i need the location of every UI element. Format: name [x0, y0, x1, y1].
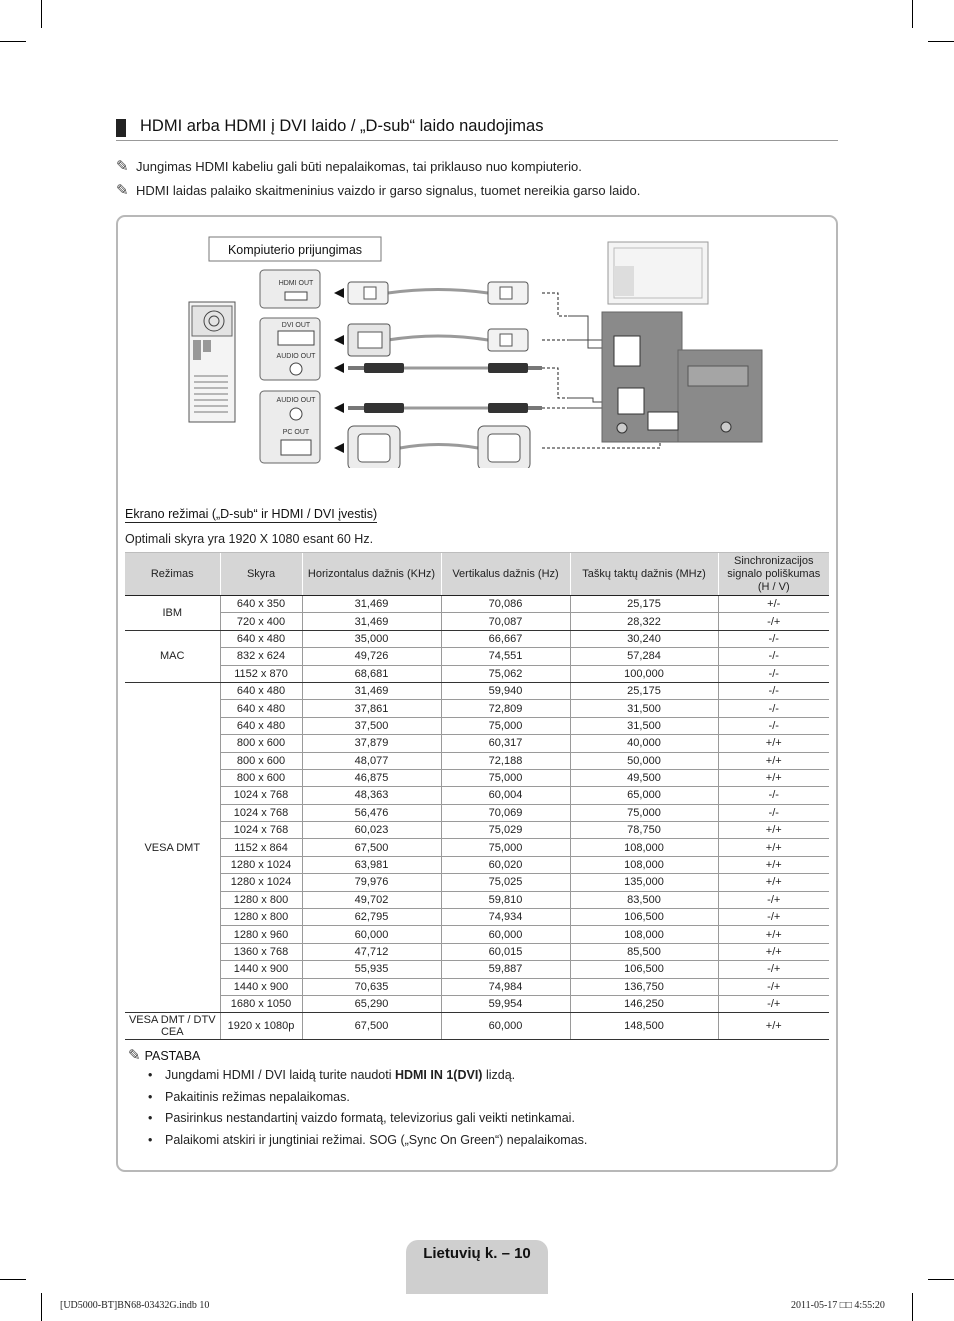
svg-text:AUDIO OUT: AUDIO OUT: [276, 397, 316, 404]
table-cell: -/+: [718, 961, 829, 978]
table-cell: 1152 x 864: [220, 839, 302, 856]
table-cell: 57,284: [570, 648, 718, 665]
table-row: [125, 752, 829, 769]
table-cell: 1024 x 768: [220, 787, 302, 804]
note-text: Jungimas HDMI kabeliu gali būti nepalaikomas, tai priklauso nuo kompiuterio.: [136, 159, 582, 174]
table-cell: 83,500: [570, 891, 718, 908]
page-number-badge: [406, 1240, 548, 1294]
table-cell: 49,500: [570, 769, 718, 786]
connection-diagram: [188, 236, 764, 468]
bullet: •: [148, 1111, 153, 1126]
pastaba-heading: [128, 1046, 200, 1064]
table-cell: 106,500: [570, 961, 718, 978]
col-header-pixel-clock: Taškų taktų dažnis (MHz): [570, 553, 718, 596]
table-cell: 135,000: [570, 874, 718, 891]
print-file-info: [UD5000-BT]BN68-03432G.indb 10: [60, 1300, 210, 1311]
bullet: •: [148, 1068, 153, 1082]
print-date-info: 2011-05-17 □□ 4:55:20: [791, 1300, 885, 1311]
table-cell: 49,726: [302, 648, 441, 665]
section-heading: [116, 116, 838, 141]
hdmi-out-port-panel: [260, 270, 320, 308]
table-row: [125, 787, 829, 804]
diagram-label: Kompiuterio prijungimas: [227, 243, 363, 257]
section-title: HDMI arba HDMI į DVI laido / „D-sub“ laido naudojimas: [140, 117, 544, 135]
table-row: [125, 978, 829, 995]
table-cell: 75,000: [441, 839, 570, 856]
table-cell: 78,750: [570, 822, 718, 839]
hdmi-plug-right-icon: [488, 282, 528, 304]
table-cell: 148,500: [570, 1013, 718, 1040]
table-cell: 37,861: [302, 700, 441, 717]
table-cell: 640 x 480: [220, 717, 302, 734]
dsub-plug-right-icon: [478, 426, 530, 468]
table-cell: 1024 x 768: [220, 822, 302, 839]
table-cell: +/+: [718, 735, 829, 752]
table-row: [125, 804, 829, 821]
table-cell: 66,667: [441, 630, 570, 647]
table-cell: 70,087: [441, 613, 570, 630]
display-modes-table: [125, 552, 829, 1040]
table-row: [125, 822, 829, 839]
table-row: [125, 613, 829, 630]
table-cell: +/+: [718, 926, 829, 943]
table-cell: +/+: [718, 874, 829, 891]
table-row: [125, 1013, 829, 1040]
table-cell: +/+: [718, 769, 829, 786]
note-text: Jungdami HDMI / DVI laidą turite naudoti: [165, 1068, 395, 1082]
note-item: [148, 1090, 587, 1112]
table-cell: 1920 x 1080p: [220, 1013, 302, 1040]
table-row: [125, 630, 829, 647]
table-cell: 1280 x 800: [220, 891, 302, 908]
note-text: Pasirinkus nestandartinį vaizdo formatą, televizorius gali veikti netinkamai.: [165, 1111, 575, 1126]
table-cell: 1280 x 800: [220, 909, 302, 926]
table-cell: 59,954: [441, 995, 570, 1012]
table-cell: 31,500: [570, 700, 718, 717]
table-row: [125, 717, 829, 734]
tv-back-icon: [602, 242, 762, 442]
table-cell: 67,500: [302, 839, 441, 856]
table-cell: 1440 x 900: [220, 961, 302, 978]
table-cell: 59,810: [441, 891, 570, 908]
table-cell: 75,062: [441, 665, 570, 682]
note-item: [148, 1133, 587, 1155]
table-cell: -/-: [718, 630, 829, 647]
table-cell: 60,023: [302, 822, 441, 839]
note-item: [148, 1111, 587, 1133]
optimal-resolution-note: Optimali skyra yra 1920 X 1080 esant 60 Hz.: [125, 532, 374, 546]
crop-mark: [912, 1293, 913, 1321]
table-cell: -/-: [718, 804, 829, 821]
table-cell: 106,500: [570, 909, 718, 926]
crop-mark: [928, 1279, 954, 1280]
table-cell: 60,000: [441, 1013, 570, 1040]
crop-mark: [41, 1293, 42, 1321]
table-cell: 85,500: [570, 943, 718, 960]
table-cell: 640 x 350: [220, 596, 302, 613]
table-cell: 100,000: [570, 665, 718, 682]
table-cell: -/-: [718, 648, 829, 665]
note-text: Pakaitinis režimas nepalaikomas.: [165, 1089, 350, 1104]
table-cell: 720 x 400: [220, 613, 302, 630]
table-cell: -/-: [718, 700, 829, 717]
table-cell: 59,940: [441, 682, 570, 699]
table-body: [125, 596, 829, 1040]
table-cell: 31,469: [302, 596, 441, 613]
table-cell: 640 x 480: [220, 682, 302, 699]
crop-mark: [0, 41, 26, 42]
table-row: [125, 700, 829, 717]
table-row: [125, 891, 829, 908]
table-cell: 800 x 600: [220, 735, 302, 752]
table-cell: 108,000: [570, 856, 718, 873]
table-cell: +/+: [718, 822, 829, 839]
table-row: [125, 943, 829, 960]
table-cell: 48,077: [302, 752, 441, 769]
table-cell: 46,875: [302, 769, 441, 786]
table-cell: -/-: [718, 682, 829, 699]
table-cell: 25,175: [570, 682, 718, 699]
pc-tower-icon: [189, 302, 235, 422]
audio-pc-port-panel: [260, 391, 320, 463]
table-cell: -/+: [718, 613, 829, 630]
pencil-note-icon: ✎: [128, 1047, 141, 1064]
col-header-vertical: Vertikalus dažnis (Hz): [441, 553, 570, 596]
table-cell: 65,000: [570, 787, 718, 804]
table-row: [125, 909, 829, 926]
table-cell: 60,000: [441, 926, 570, 943]
table-cell: 31,500: [570, 717, 718, 734]
audio-plug-right-icon: [488, 403, 542, 413]
table-cell: 1680 x 1050: [220, 995, 302, 1012]
table-cell: 74,934: [441, 909, 570, 926]
svg-text:PC OUT: PC OUT: [282, 429, 310, 436]
col-header-horizontal: Horizontalus dažnis (KHz): [302, 553, 441, 596]
table-cell: 63,981: [302, 856, 441, 873]
heading-bar: [116, 119, 126, 137]
table-row: [125, 856, 829, 873]
table-cell: 37,879: [302, 735, 441, 752]
connection-arrows: [334, 288, 344, 453]
col-header-polarity: Sinchronizacijos signalo poliškumas (H / V): [718, 553, 829, 596]
table-cell: 37,500: [302, 717, 441, 734]
table-row: [125, 874, 829, 891]
note-text: HDMI laidas palaiko skaitmeninius vaizdo ir garso signalus, tuomet nereikia garso laido.: [136, 183, 641, 198]
table-cell: 70,635: [302, 978, 441, 995]
note-bold-text: HDMI IN 1(DVI): [394, 1068, 483, 1082]
dvi-plug-left-icon: [348, 324, 390, 356]
table-cell: 74,984: [441, 978, 570, 995]
table-cell: 35,000: [302, 630, 441, 647]
table-cell: 800 x 600: [220, 752, 302, 769]
table-cell: 74,551: [441, 648, 570, 665]
table-cell: 75,000: [441, 769, 570, 786]
crop-mark: [41, 0, 42, 28]
table-cell: 48,363: [302, 787, 441, 804]
bullet: •: [148, 1089, 153, 1104]
table-row: [125, 596, 829, 613]
table-cell: 75,000: [570, 804, 718, 821]
table-cell: -/+: [718, 978, 829, 995]
table-cell: 31,469: [302, 682, 441, 699]
pastaba-title: PASTABA: [144, 1049, 201, 1063]
table-cell: 146,250: [570, 995, 718, 1012]
table-cell: 640 x 480: [220, 630, 302, 647]
note-text: lizdą.: [482, 1068, 516, 1082]
table-cell: 79,976: [302, 874, 441, 891]
hdmi-plug-left-icon: [348, 282, 388, 304]
hdmi-plug-right-icon: [488, 329, 528, 351]
table-cell: 28,322: [570, 613, 718, 630]
note-line: [116, 181, 640, 199]
table-cell: 65,290: [302, 995, 441, 1012]
mode-group-cell: MAC: [125, 630, 220, 682]
col-header-mode: Režimas: [125, 553, 220, 596]
table-cell: 31,469: [302, 613, 441, 630]
table-cell: -/+: [718, 909, 829, 926]
table-cell: 1280 x 1024: [220, 856, 302, 873]
crop-mark: [912, 0, 913, 28]
col-header-resolution: Skyra: [220, 553, 302, 596]
table-cell: -/+: [718, 891, 829, 908]
table-cell: 49,702: [302, 891, 441, 908]
svg-text:DVI OUT: DVI OUT: [281, 322, 311, 329]
table-row: [125, 735, 829, 752]
audio-plug-right-icon: [488, 363, 542, 373]
table-cell: 640 x 480: [220, 700, 302, 717]
table-cell: 800 x 600: [220, 769, 302, 786]
page-label: Lietuvių k. – 10: [423, 1245, 531, 1262]
pencil-note-icon: ✎: [116, 182, 129, 199]
table-cell: 62,795: [302, 909, 441, 926]
table-row: [125, 769, 829, 786]
table-cell: 75,000: [441, 717, 570, 734]
table-cell: +/-: [718, 596, 829, 613]
table-cell: 832 x 624: [220, 648, 302, 665]
audio-plug-left-icon: [348, 363, 404, 373]
table-cell: 30,240: [570, 630, 718, 647]
table-cell: 40,000: [570, 735, 718, 752]
table-cell: 60,004: [441, 787, 570, 804]
svg-text:AUDIO OUT: AUDIO OUT: [276, 353, 316, 360]
table-row: [125, 961, 829, 978]
crop-mark: [0, 1279, 26, 1280]
notes-list: [148, 1068, 587, 1154]
table-cell: 108,000: [570, 839, 718, 856]
table-header: [125, 553, 829, 596]
table-cell: +/+: [718, 839, 829, 856]
svg-text:HDMI OUT: HDMI OUT: [278, 280, 314, 287]
dsub-plug-left-icon: [348, 426, 400, 468]
table-cell: 70,086: [441, 596, 570, 613]
table-cell: 75,029: [441, 822, 570, 839]
table-cell: 70,069: [441, 804, 570, 821]
table-cell: 60,015: [441, 943, 570, 960]
table-cell: 50,000: [570, 752, 718, 769]
table-cell: +/+: [718, 1013, 829, 1040]
table-cell: 55,935: [302, 961, 441, 978]
table-row: [125, 926, 829, 943]
table-cell: 60,317: [441, 735, 570, 752]
table-row: [125, 648, 829, 665]
table-cell: 1280 x 1024: [220, 874, 302, 891]
table-cell: 25,175: [570, 596, 718, 613]
table-row: [125, 665, 829, 682]
table-cell: 72,809: [441, 700, 570, 717]
table-cell: +/+: [718, 943, 829, 960]
table-cell: 1152 x 870: [220, 665, 302, 682]
table-cell: 1440 x 900: [220, 978, 302, 995]
table-cell: +/+: [718, 752, 829, 769]
table-row: [125, 839, 829, 856]
note-item: [148, 1068, 587, 1090]
table-cell: -/+: [718, 995, 829, 1012]
audio-plug-left-icon: [348, 403, 404, 413]
table-cell: -/-: [718, 665, 829, 682]
dvi-audio-port-panel: [260, 318, 320, 380]
table-cell: 59,887: [441, 961, 570, 978]
table-cell: 67,500: [302, 1013, 441, 1040]
mode-group-cell: IBM: [125, 596, 220, 631]
table-cell: 68,681: [302, 665, 441, 682]
table-cell: 60,000: [302, 926, 441, 943]
modes-title: Ekrano režimai („D-sub“ ir HDMI / DVI įvestis): [125, 507, 378, 521]
note-text: Palaikomi atskiri ir jungtiniai režimai. SOG („Sync On Green“) nepalaikomas.: [165, 1132, 588, 1147]
table-cell: 60,020: [441, 856, 570, 873]
table-cell: 47,712: [302, 943, 441, 960]
pencil-note-icon: ✎: [116, 158, 129, 175]
table-cell: 1360 x 768: [220, 943, 302, 960]
table-cell: -/-: [718, 787, 829, 804]
mode-group-cell: VESA DMT / DTV CEA: [125, 1013, 220, 1040]
table-row: [125, 682, 829, 699]
bullet: •: [148, 1132, 153, 1147]
mode-group-cell: VESA DMT: [125, 682, 220, 1012]
table-cell: 1280 x 960: [220, 926, 302, 943]
table-cell: -/-: [718, 717, 829, 734]
table-cell: +/+: [718, 856, 829, 873]
note-line: [116, 157, 582, 175]
table-cell: 108,000: [570, 926, 718, 943]
table-cell: 1024 x 768: [220, 804, 302, 821]
table-cell: 75,025: [441, 874, 570, 891]
table-row: [125, 995, 829, 1012]
crop-mark: [928, 41, 954, 42]
table-cell: 56,476: [302, 804, 441, 821]
table-cell: 136,750: [570, 978, 718, 995]
table-cell: 72,188: [441, 752, 570, 769]
